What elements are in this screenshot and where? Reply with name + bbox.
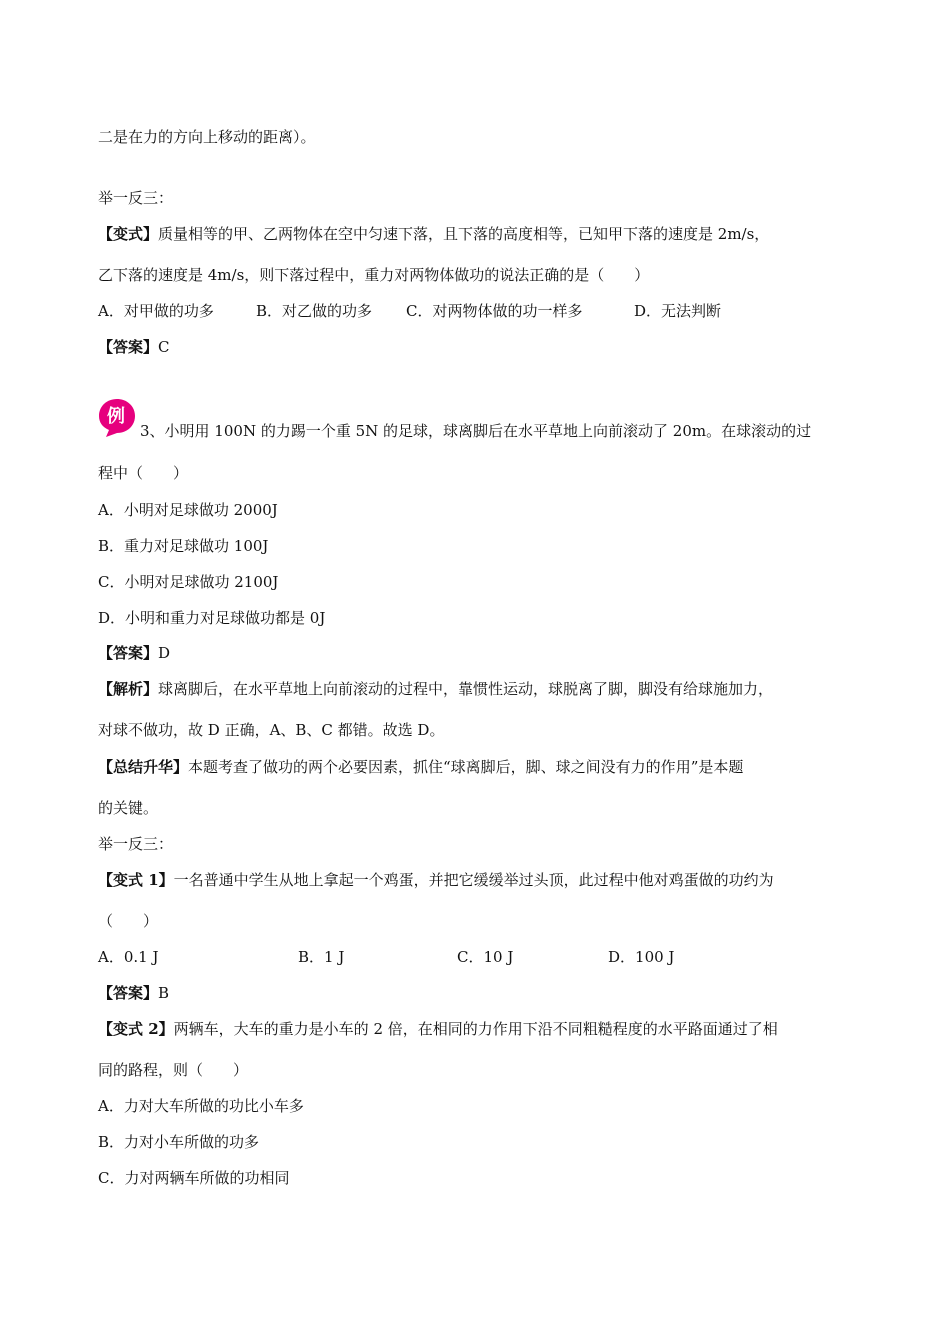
example3-summary-cont: 的关键。 (98, 799, 159, 817)
practice-heading-1: 举一反三： (98, 189, 174, 207)
analysis-tag: 【解析】 (98, 680, 159, 698)
answer-value: C (158, 338, 170, 356)
example3-option-a: A．小明对足球做功 2000J (98, 501, 278, 519)
practice1-answer (98, 337, 170, 357)
option-d: D．无法判断 (634, 302, 722, 320)
variant1-question-cont: （ ） (98, 912, 159, 930)
question-text: 质量相等的甲、乙两物体在空中匀速下落，且下落的高度相等，已知甲下落的速度是 2m/s， (158, 225, 770, 243)
example3-summary (98, 757, 743, 777)
option-b: B．1 J (298, 948, 345, 966)
variant1-answer (98, 983, 169, 1003)
option-c: C．10 J (457, 948, 514, 966)
example3-option-c: C．小明对足球做功 2100J (98, 573, 279, 591)
practice1-question (98, 224, 769, 244)
example3-option-d: D．小明和重力对足球做功都是 0J (98, 609, 326, 627)
answer-tag: 【答案】 (98, 984, 159, 1002)
variant1-tag: 【变式 1】 (98, 871, 174, 889)
variant2-option-a: A．力对大车所做的功比小车多 (98, 1097, 304, 1115)
continuation-text: 二是在力的方向上移动的距离）。 (98, 128, 316, 146)
example3-question: 3、小明用 100N 的力踢一个重 5N 的足球，球离脚后在水平草地上向前滚动了 20m。在球滚动的过 (140, 422, 812, 440)
option-c: C．对两物体做的功一样多 (406, 302, 583, 320)
variant2-text: 两辆车，大车的重力是小车的 2 倍，在相同的力作用下沿不同粗糙程度的水平路面通过了相 (173, 1020, 778, 1038)
example3-option-b: B．重力对足球做功 100J (98, 537, 269, 555)
variant1-text: 一名普通中学生从地上拿起一个鸡蛋，并把它缓缓举过头顶，此过程中他对鸡蛋做的功约为 (173, 871, 774, 889)
variant2-question-cont: 同的路程，则（ ） (98, 1061, 249, 1079)
option-b: B．对乙做的功多 (256, 302, 373, 320)
badge-label: 例 (107, 406, 125, 427)
option-a: A．0.1 J (98, 948, 159, 966)
practice-heading-2: 举一反三： (98, 835, 174, 853)
variant-tag: 【变式】 (98, 225, 159, 243)
analysis-text: 球离脚后，在水平草地上向前滚动的过程中，靠惯性运动，球脱离了脚，脚没有给球施加力， (158, 680, 774, 698)
option-d: D．100 J (608, 948, 675, 966)
example3-question-cont: 程中（ ） (98, 464, 189, 482)
answer-tag: 【答案】 (98, 338, 159, 356)
variant2-option-b: B．力对小车所做的功多 (98, 1133, 260, 1151)
practice1-options (98, 301, 721, 321)
example3-answer (98, 643, 170, 663)
variant2-option-c: C．力对两辆车所做的功相同 (98, 1169, 290, 1187)
example-badge-icon (96, 396, 138, 438)
summary-text: 本题考查了做功的两个必要因素，抓住“球离脚后，脚、球之间没有力的作用”是本题 (188, 758, 744, 776)
answer-tag: 【答案】 (98, 644, 159, 662)
answer-value: D (158, 644, 171, 662)
summary-tag: 【总结升华】 (98, 758, 189, 776)
variant2-tag: 【变式 2】 (98, 1020, 174, 1038)
variant1-question (98, 870, 774, 890)
practice1-question-cont: 乙下落的速度是 4m/s，则下落过程中，重力对两物体做功的说法正确的是（ ） (98, 266, 650, 284)
example3-analysis-cont: 对球不做功，故 D 正确，A、B、C 都错。故选 D。 (98, 721, 445, 739)
example3-analysis (98, 679, 773, 699)
variant1-options (98, 947, 674, 967)
variant2-question (98, 1019, 778, 1039)
answer-value: B (158, 984, 170, 1002)
option-a: A．对甲做的功多 (98, 302, 214, 320)
